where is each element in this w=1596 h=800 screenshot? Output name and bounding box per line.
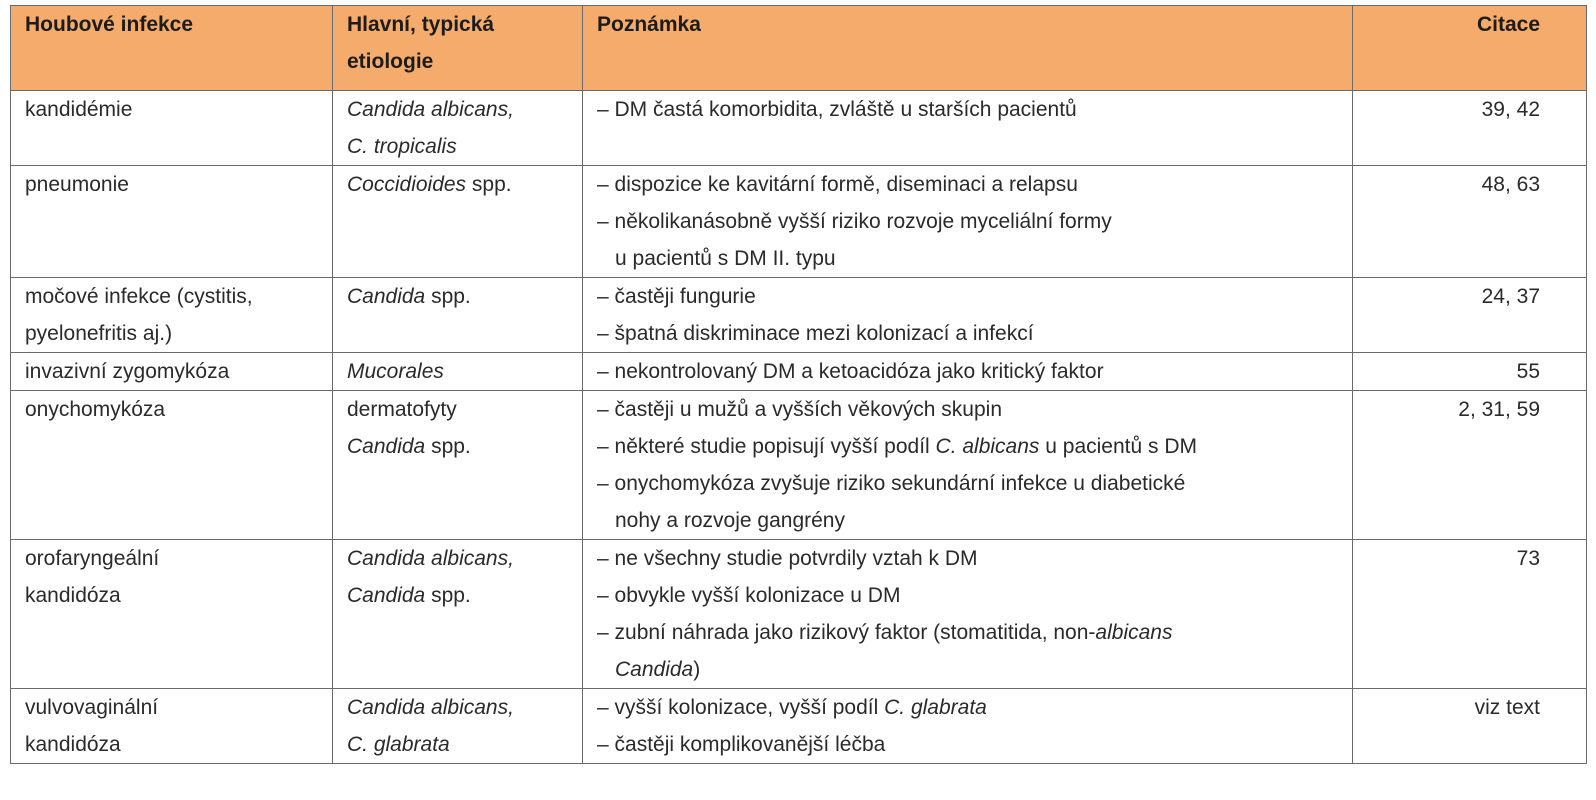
- note-line: – častěji komplikovanější léčba: [597, 733, 886, 756]
- cell-note: [583, 391, 1353, 540]
- etiology-line: Mucorales: [347, 360, 444, 383]
- cell-note: [583, 278, 1353, 353]
- note-line: – obvykle vyšší kolonizace u DM: [597, 584, 901, 607]
- etiology-line: dermatofyty: [347, 398, 457, 421]
- cell-etiology: [333, 91, 583, 166]
- cell-citation: viz text: [1353, 689, 1587, 764]
- table-header: [11, 6, 1587, 91]
- note-line: – nekontrolovaný DM a ketoacidóza jako kritický faktor: [597, 360, 1104, 383]
- note-line: – onychomykóza zvyšuje riziko sekundární infekce u diabetické: [597, 472, 1186, 495]
- header-row: [11, 6, 1587, 91]
- etiology-line: Candida spp.: [347, 435, 471, 458]
- table-row: [11, 540, 1587, 689]
- etiology-line: C. glabrata: [347, 733, 450, 756]
- etiology-line: Candida albicans,: [347, 98, 514, 121]
- cell-citation: 24, 37: [1353, 278, 1587, 353]
- cell-citation: 73: [1353, 540, 1587, 689]
- note-line: – častěji fungurie: [597, 285, 756, 308]
- note-line: – ne všechny studie potvrdily vztah k DM: [597, 547, 978, 570]
- cell-etiology: [333, 391, 583, 540]
- fungal-infections-table: [10, 5, 1587, 764]
- table-row: [11, 353, 1587, 391]
- cell-infection: invazivní zygomykóza: [11, 353, 333, 391]
- cell-note: [583, 166, 1353, 278]
- header-infection: Houbové infekce: [11, 6, 333, 91]
- table-row: [11, 391, 1587, 540]
- cell-infection: vulvovaginální kandidóza: [11, 689, 333, 764]
- etiology-line: Coccidioides spp.: [347, 173, 512, 196]
- note-line: – špatná diskriminace mezi kolonizací a infekcí: [597, 322, 1034, 345]
- etiology-line: C. tropicalis: [347, 135, 457, 158]
- note-line: – několikanásobně vyšší riziko rozvoje myceliální formy: [597, 210, 1112, 233]
- cell-citation: 39, 42: [1353, 91, 1587, 166]
- cell-etiology: [333, 689, 583, 764]
- note-line: Candida): [615, 658, 701, 681]
- etiology-line: Candida albicans,: [347, 696, 514, 719]
- cell-infection: onychomykóza: [11, 391, 333, 540]
- cell-citation: 2, 31, 59: [1353, 391, 1587, 540]
- note-line: – některé studie popisují vyšší podíl C. albicans u pacientů s DM: [597, 435, 1197, 458]
- cell-note: [583, 91, 1353, 166]
- cell-infection: kandidémie: [11, 91, 333, 166]
- table-row: [11, 166, 1587, 278]
- note-line: – častěji u mužů a vyšších věkových skupin: [597, 398, 1003, 421]
- note-line: – DM častá komorbidita, zvláště u starších pacientů: [597, 98, 1077, 121]
- table-row: [11, 689, 1587, 764]
- header-note: Poznámka: [583, 6, 1353, 91]
- cell-note: [583, 353, 1353, 391]
- note-line: u pacientů s DM II. typu: [615, 247, 836, 270]
- cell-etiology: [333, 278, 583, 353]
- cell-infection: orofaryngeální kandidóza: [11, 540, 333, 689]
- note-line: – vyšší kolonizace, vyšší podíl C. glabrata: [597, 696, 987, 719]
- note-line: nohy a rozvoje gangrény: [615, 509, 845, 532]
- cell-note: [583, 540, 1353, 689]
- cell-note: [583, 689, 1353, 764]
- table-row: [11, 91, 1587, 166]
- cell-citation: 48, 63: [1353, 166, 1587, 278]
- table-body: [11, 91, 1587, 764]
- etiology-line: Candida albicans,: [347, 547, 514, 570]
- header-etiology: Hlavní, typická etiologie: [333, 6, 583, 91]
- cell-etiology: [333, 166, 583, 278]
- etiology-line: Candida spp.: [347, 285, 471, 308]
- cell-etiology: [333, 353, 583, 391]
- cell-citation: 55: [1353, 353, 1587, 391]
- header-citation: Citace: [1353, 6, 1587, 91]
- cell-infection: pneumonie: [11, 166, 333, 278]
- etiology-line: Candida spp.: [347, 584, 471, 607]
- cell-infection: močové infekce (cystitis, pyelonefritis aj.): [11, 278, 333, 353]
- cell-etiology: [333, 540, 583, 689]
- note-line: – dispozice ke kavitární formě, diseminaci a relapsu: [597, 173, 1078, 196]
- table-row: [11, 278, 1587, 353]
- note-line: – zubní náhrada jako rizikový faktor (stomatitida, non-albicans: [597, 621, 1173, 644]
